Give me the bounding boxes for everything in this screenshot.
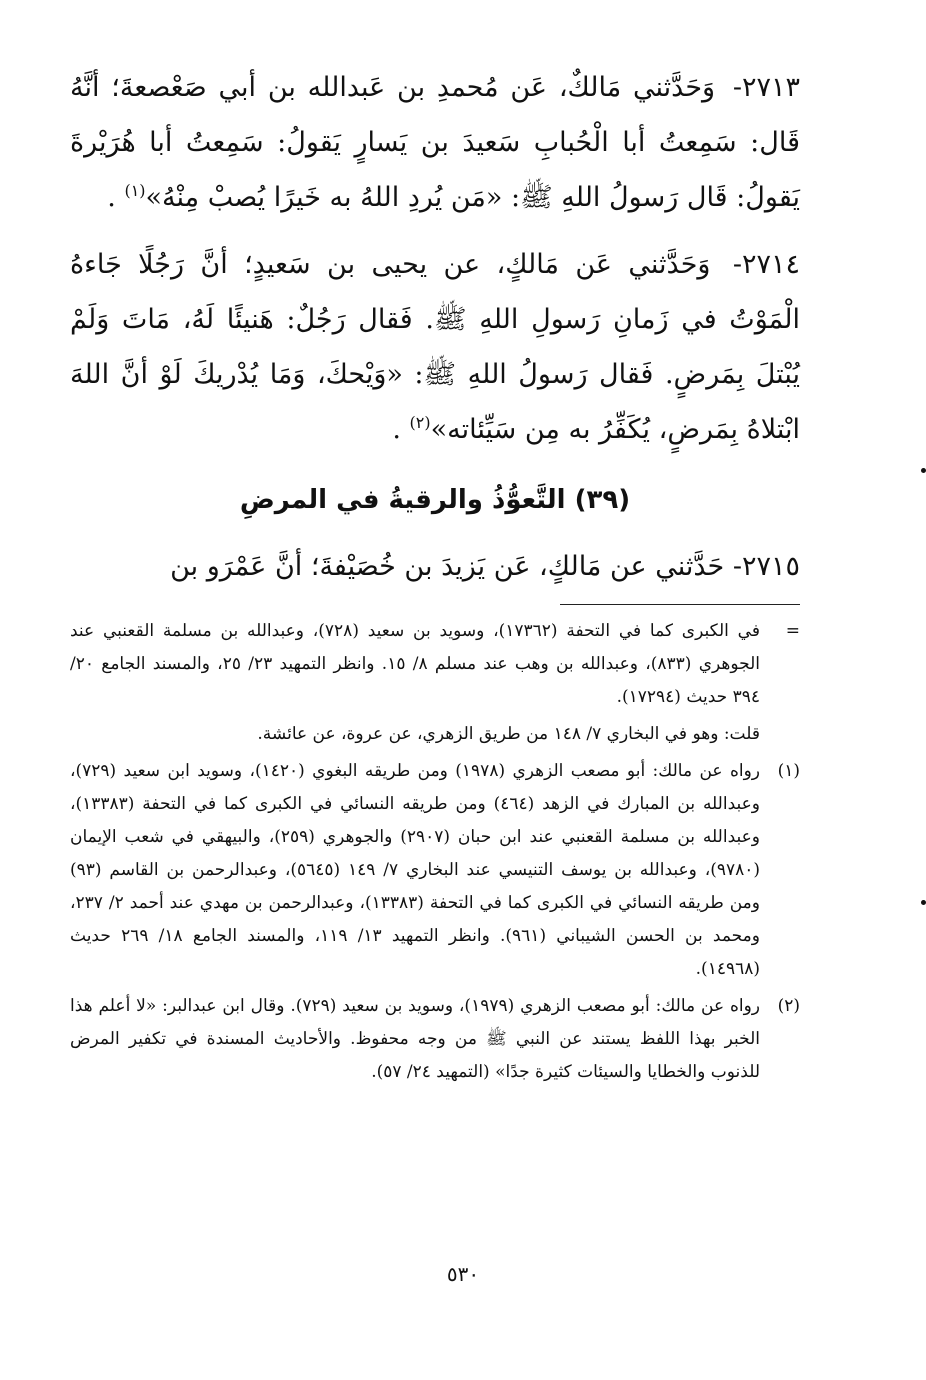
footnote-note [70,718,800,751]
page-body [70,60,800,1093]
footnote-separator [560,604,800,605]
footnote-text: قلت: وهو في البخاري ٧/ ١٤٨ من طريق الزهري، عن عروة، عن عائشة. [257,724,760,744]
hadith-text: حَدَّثني عن مَالكٍ، عَن يَزيدَ بن خُصَيْفةَ؛ أنَّ عَمْرَو بن [170,551,725,582]
footnotes [70,615,800,1089]
chapter-heading: (٣٩) التَّعوُّذُ والرقيةُ في المرضِ [239,485,631,515]
footnote-text: في الكبرى كما في التحفة (١٧٣٦٢)، وسويد بن سعيد (٧٢٨)، وعبدالله بن مسلمة القعنبي عند الجوهري (٨٣٣)، وعبدالله بن وهب عند مسلم ٨/ ١٥. وانظر التمهيد ٢٣/ ٢٥، والمسند الجامع ٢٠/ ٣٩٤ حديث (١٧٢٩٤). [70,621,761,707]
footnote-continuation [70,615,800,714]
footnote-marker: (١) [777,761,800,781]
hadith-end: . [392,414,401,445]
hadith-text: وَحَدَّثني عَن مَالكٍ، عن يحيى بن سَعيدٍ؛ أنَّ رَجُلًا جَاءهُ الْمَوْتُ في زَمانِ رَسولِ اللهِ ﷺ. فَقال رَجُلٌ: هَنيئًا لَهُ، مَاتَ وَلَمْ يُبْتلَ بِمَرضٍ. فَقال رَسولُ اللهِ ﷺ: «وَيْحكَ، وَمَا يُدْريكَ لَوْ أنَّ اللهَ ابْتلاهُ بِمَرضٍ، يُكَفِّرُ به مِن سَيِّئاته» [70,249,800,445]
footnote-ref-1[interactable]: (١) [124,181,146,200]
footnote-2 [70,990,800,1089]
edge-mark [921,468,926,473]
hadith-number: ٢٧١٣- [732,72,800,103]
footnote-text: رواه عن مالك: أبو مصعب الزهري (١٩٧٩)، وسويد بن سعيد (٧٢٩). وقال ابن عبدالبر: «لا أعلم هذا الخبر بهذا اللفظ يستند عن النبي ﷺ من وجه محفوظ. والأحاديث المسندة في تكفير المرض للذنوب والخطايا والسيئات كثيرة جدًا» (التمهيد ٢٤/ ٥٧). [70,996,760,1082]
hadith-number: ٢٧١٥- [732,551,800,582]
footnote-text: رواه عن مالك: أبو مصعب الزهري (١٩٧٨) ومن طريقه البغوي (١٤٢٠)، وسويد ابن سعيد (٧٢٩)، وعبدالله بن المبارك في الزهد (٤٦٤) ومن طريقه النسائي في الكبرى كما في التحفة (١٣٣٨٣)، وعبدالله بن مسلمة القعنبي عند ابن حبان (٢٩٠٧) والجوهري (٢٥٩)، والبيهقي في شعب الإيمان (٩٧٨٠)، وعبدالله بن يوسف التنيسي عند البخاري ٧/ ١٤٩ (٥٦٤٥)، وعبدالرحمن بن القاسم (٩٣) ومن طريقه النسائي في الكبرى كما في التحفة (١٣٣٨٣)، وعبدالرحمن بن مهدي عند أحمد ٢/ ٢٣٧، ومحمد بن الحسن الشيباني (٩٦١). وانظر التمهيد ١٣/ ١١٩، والمسند الجامع ١٨/ ٢٦٩ حديث (١٤٩٦٨). [70,761,760,979]
hadith-2713 [70,60,800,225]
footnote-ref-2[interactable]: (٢) [409,413,431,432]
page-number: ٥٣٠ [446,1262,480,1286]
hadith-end: . [107,182,116,213]
footnote-1 [70,755,800,986]
edge-mark [921,900,926,905]
hadith-number: ٢٧١٤- [732,249,800,280]
hadith-2715 [70,539,800,594]
hadith-2714 [70,237,800,457]
footnote-marker: = [785,621,800,641]
hadith-text: وَحَدَّثني مَالكٌ، عَن مُحمدِ بن عَبدالله بن أبي صَعْصعةَ؛ أنَّهُ قَال: سَمِعتُ أبا الْحُبابِ سَعيدَ بن يَسارٍ يَقولُ: سَمِعتُ أبا هُرَيْرةَ يَقولُ: قَال رَسولُ اللهِ ﷺ: «مَن يُردِ اللهُ به خَيرًا يُصبْ مِنْهُ» [70,72,800,213]
footnote-marker: (٢) [777,996,800,1016]
